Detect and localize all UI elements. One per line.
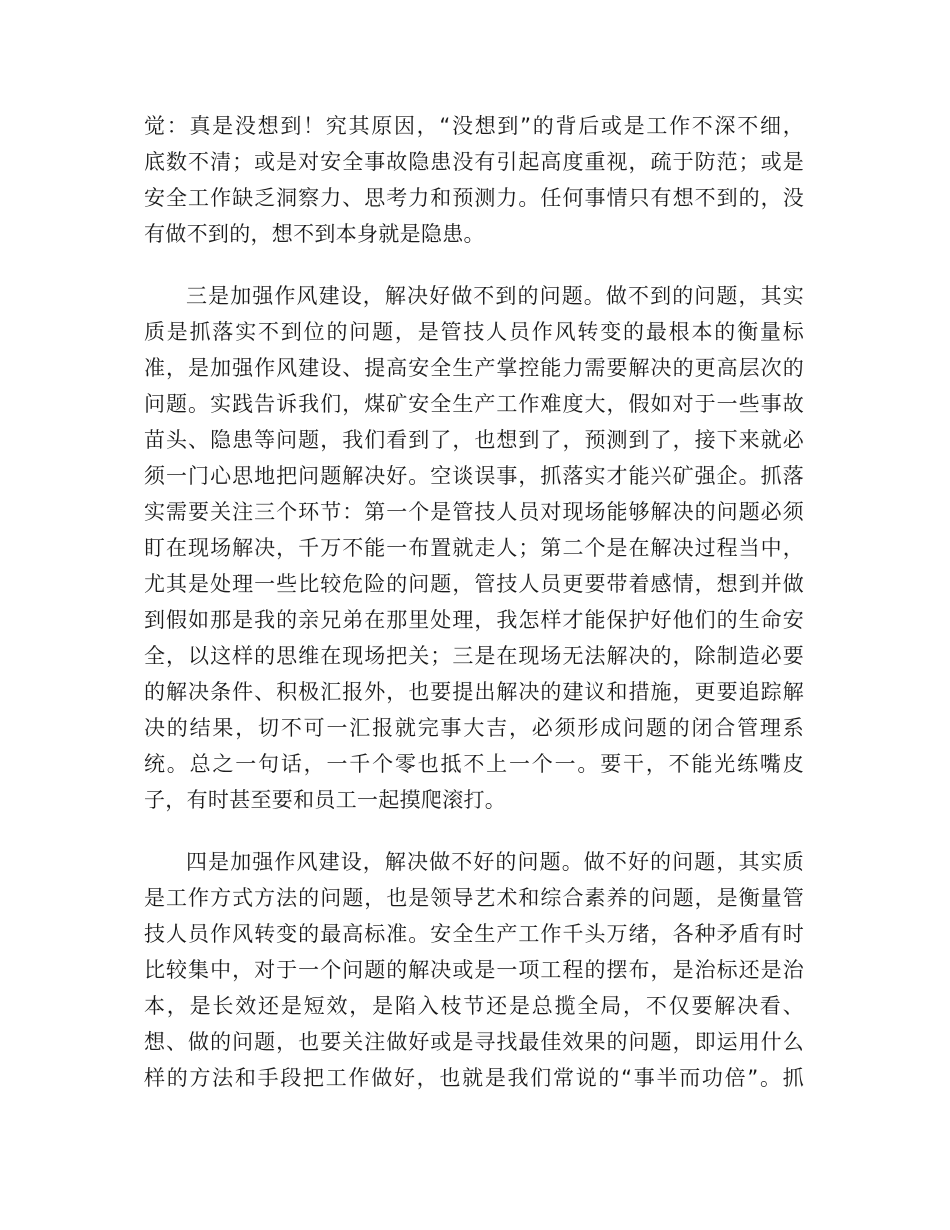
paragraph-3-line-1: 四是加强作风建设，解决做不好的问题。做不好的问题，其实质 xyxy=(186,850,804,874)
paragraph-2-line-3: 准，是加强作风建设、提高安全生产掌控能力需要解决的更高层次的 xyxy=(144,356,804,380)
paragraph-2-line-6: 须一门心思地把问题解决好。空谈误事，抓落实才能兴矿强企。抓落 xyxy=(144,464,804,488)
paragraph-2-line-4: 问题。实践告诉我们，煤矿安全生产工作难度大，假如对于一些事故 xyxy=(144,392,804,416)
paragraph-1-line-4: 有做不到的，想不到本身就是隐患。 xyxy=(144,222,485,246)
paragraph-2-line-5: 苗头、隐患等问题，我们看到了，也想到了，预测到了，接下来就必 xyxy=(144,428,804,452)
paragraph-2-line-10: 到假如那是我的亲兄弟在那里处理，我怎样才能保护好他们的生命安 xyxy=(144,608,804,632)
paragraph-2-line-2: 质是抓落实不到位的问题，是管技人员作风转变的最根本的衡量标 xyxy=(144,320,804,344)
paragraph-2-line-15: 子，有时甚至要和员工一起摸爬滚打。 xyxy=(144,788,507,812)
paragraph-3-line-6: 想、做的问题，也要关注做好或是寻找最佳效果的问题，即运用什么 xyxy=(144,1030,804,1054)
paragraph-2-line-11: 全，以这样的思维在现场把关；三是在现场无法解决的，除制造必要 xyxy=(144,644,804,668)
paragraph-2-line-8: 盯在现场解决，千万不能一布置就走人；第二个是在解决过程当中， xyxy=(144,536,804,560)
paragraph-2-line-13: 决的结果，切不可一汇报就完事大吉，必须形成问题的闭合管理系 xyxy=(144,716,804,740)
paragraph-2-line-1: 三是加强作风建设，解决好做不到的问题。做不到的问题，其实 xyxy=(186,284,804,308)
paragraph-3-line-5: 本，是长效还是短效，是陷入枝节还是总揽全局，不仅要解决看、 xyxy=(144,994,804,1018)
paragraph-2-line-12: 的解决条件、积极汇报外，也要提出解决的建议和措施，更要追踪解 xyxy=(144,680,804,704)
paragraph-2-line-9: 尤其是处理一些比较危险的问题，管技人员更要带着感情，想到并做 xyxy=(144,572,804,596)
paragraph-3-line-2: 是工作方式方法的问题，也是领导艺术和综合素养的问题，是衡量管 xyxy=(144,886,804,910)
paragraph-2-line-7: 实需要关注三个环节：第一个是管技人员对现场能够解决的问题必须 xyxy=(144,500,804,524)
paragraph-1-line-1: 觉：真是没想到！究其原因，“没想到”的背后或是工作不深不细， xyxy=(144,114,804,138)
paragraph-1-line-3: 安全工作缺乏洞察力、思考力和预测力。任何事情只有想不到的，没 xyxy=(144,186,804,210)
paragraph-1-line-2: 底数不清；或是对安全事故隐患没有引起高度重视，疏于防范；或是 xyxy=(144,150,804,174)
paragraph-3-line-4: 比较集中，对于一个问题的解决或是一项工程的摆布，是治标还是治 xyxy=(144,958,804,982)
paragraph-3-line-3: 技人员作风转变的最高标准。安全生产工作千头万绪，各种矛盾有时 xyxy=(144,922,804,946)
paragraph-2-line-14: 统。总之一句话，一千个零也抵不上一个一。要干，不能光练嘴皮 xyxy=(144,752,804,776)
paragraph-3-line-7: 样的方法和手段把工作做好，也就是我们常说的“事半而功倍”。抓 xyxy=(144,1066,804,1090)
